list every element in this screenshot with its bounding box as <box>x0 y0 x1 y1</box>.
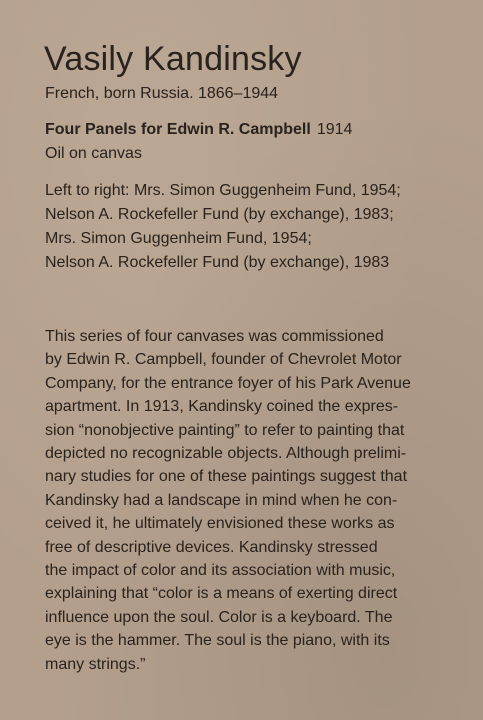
artist-bio: French, born Russia. 1866–1944 <box>45 85 279 102</box>
description-line: many strings.” <box>45 655 146 673</box>
description-line: Kandinsky had a landscape in mind when he con- <box>45 491 398 509</box>
description-line: explaining that “color is a means of exerting direct <box>45 585 398 603</box>
description-line: free of descriptive devices. Kandinsky stressed <box>45 538 378 556</box>
description-line: eye is the hammer. The soul is the piano, with its <box>45 632 390 650</box>
description-text <box>45 325 411 676</box>
artwork-medium: Oil on canvas <box>45 145 142 162</box>
description-line: ceived it, he ultimately envisioned these works as <box>45 515 395 533</box>
description-line: Company, for the entrance foyer of his Park Avenue <box>45 374 411 392</box>
description-line: by Edwin R. Campbell, founder of Chevrolet Motor <box>45 351 402 369</box>
credit-line: Mrs. Simon Guggenheim Fund, 1954; <box>45 230 312 247</box>
artist-name: Vasily Kandinsky <box>44 40 302 78</box>
credit-line: Nelson A. Rockefeller Fund (by exchange), 1983 <box>45 254 390 271</box>
credit-line: Left to right: Mrs. Simon Guggenheim Fund, 1954; <box>45 182 401 199</box>
credit-lines <box>45 179 401 275</box>
description-line: the impact of color and its association with music, <box>45 562 396 580</box>
credit-line: Nelson A. Rockefeller Fund (by exchange), 1983; <box>45 206 394 223</box>
artwork-year: 1914 <box>316 121 353 138</box>
artwork-title: Four Panels for Edwin R. Campbell <box>45 121 311 138</box>
description-line: influence upon the soul. Color is a keyboard. The <box>45 608 393 626</box>
description-line: apartment. In 1913, Kandinsky coined the expres- <box>45 398 399 416</box>
description-line: depicted no recognizable objects. Although prelimi- <box>45 445 407 463</box>
artwork-title-line <box>45 119 352 141</box>
description-line: nary studies for one of these paintings suggest that <box>45 468 408 486</box>
description-line: This series of four canvases was commissioned <box>45 328 384 345</box>
description-line: sion “nonobjective painting” to refer to painting that <box>45 421 405 439</box>
